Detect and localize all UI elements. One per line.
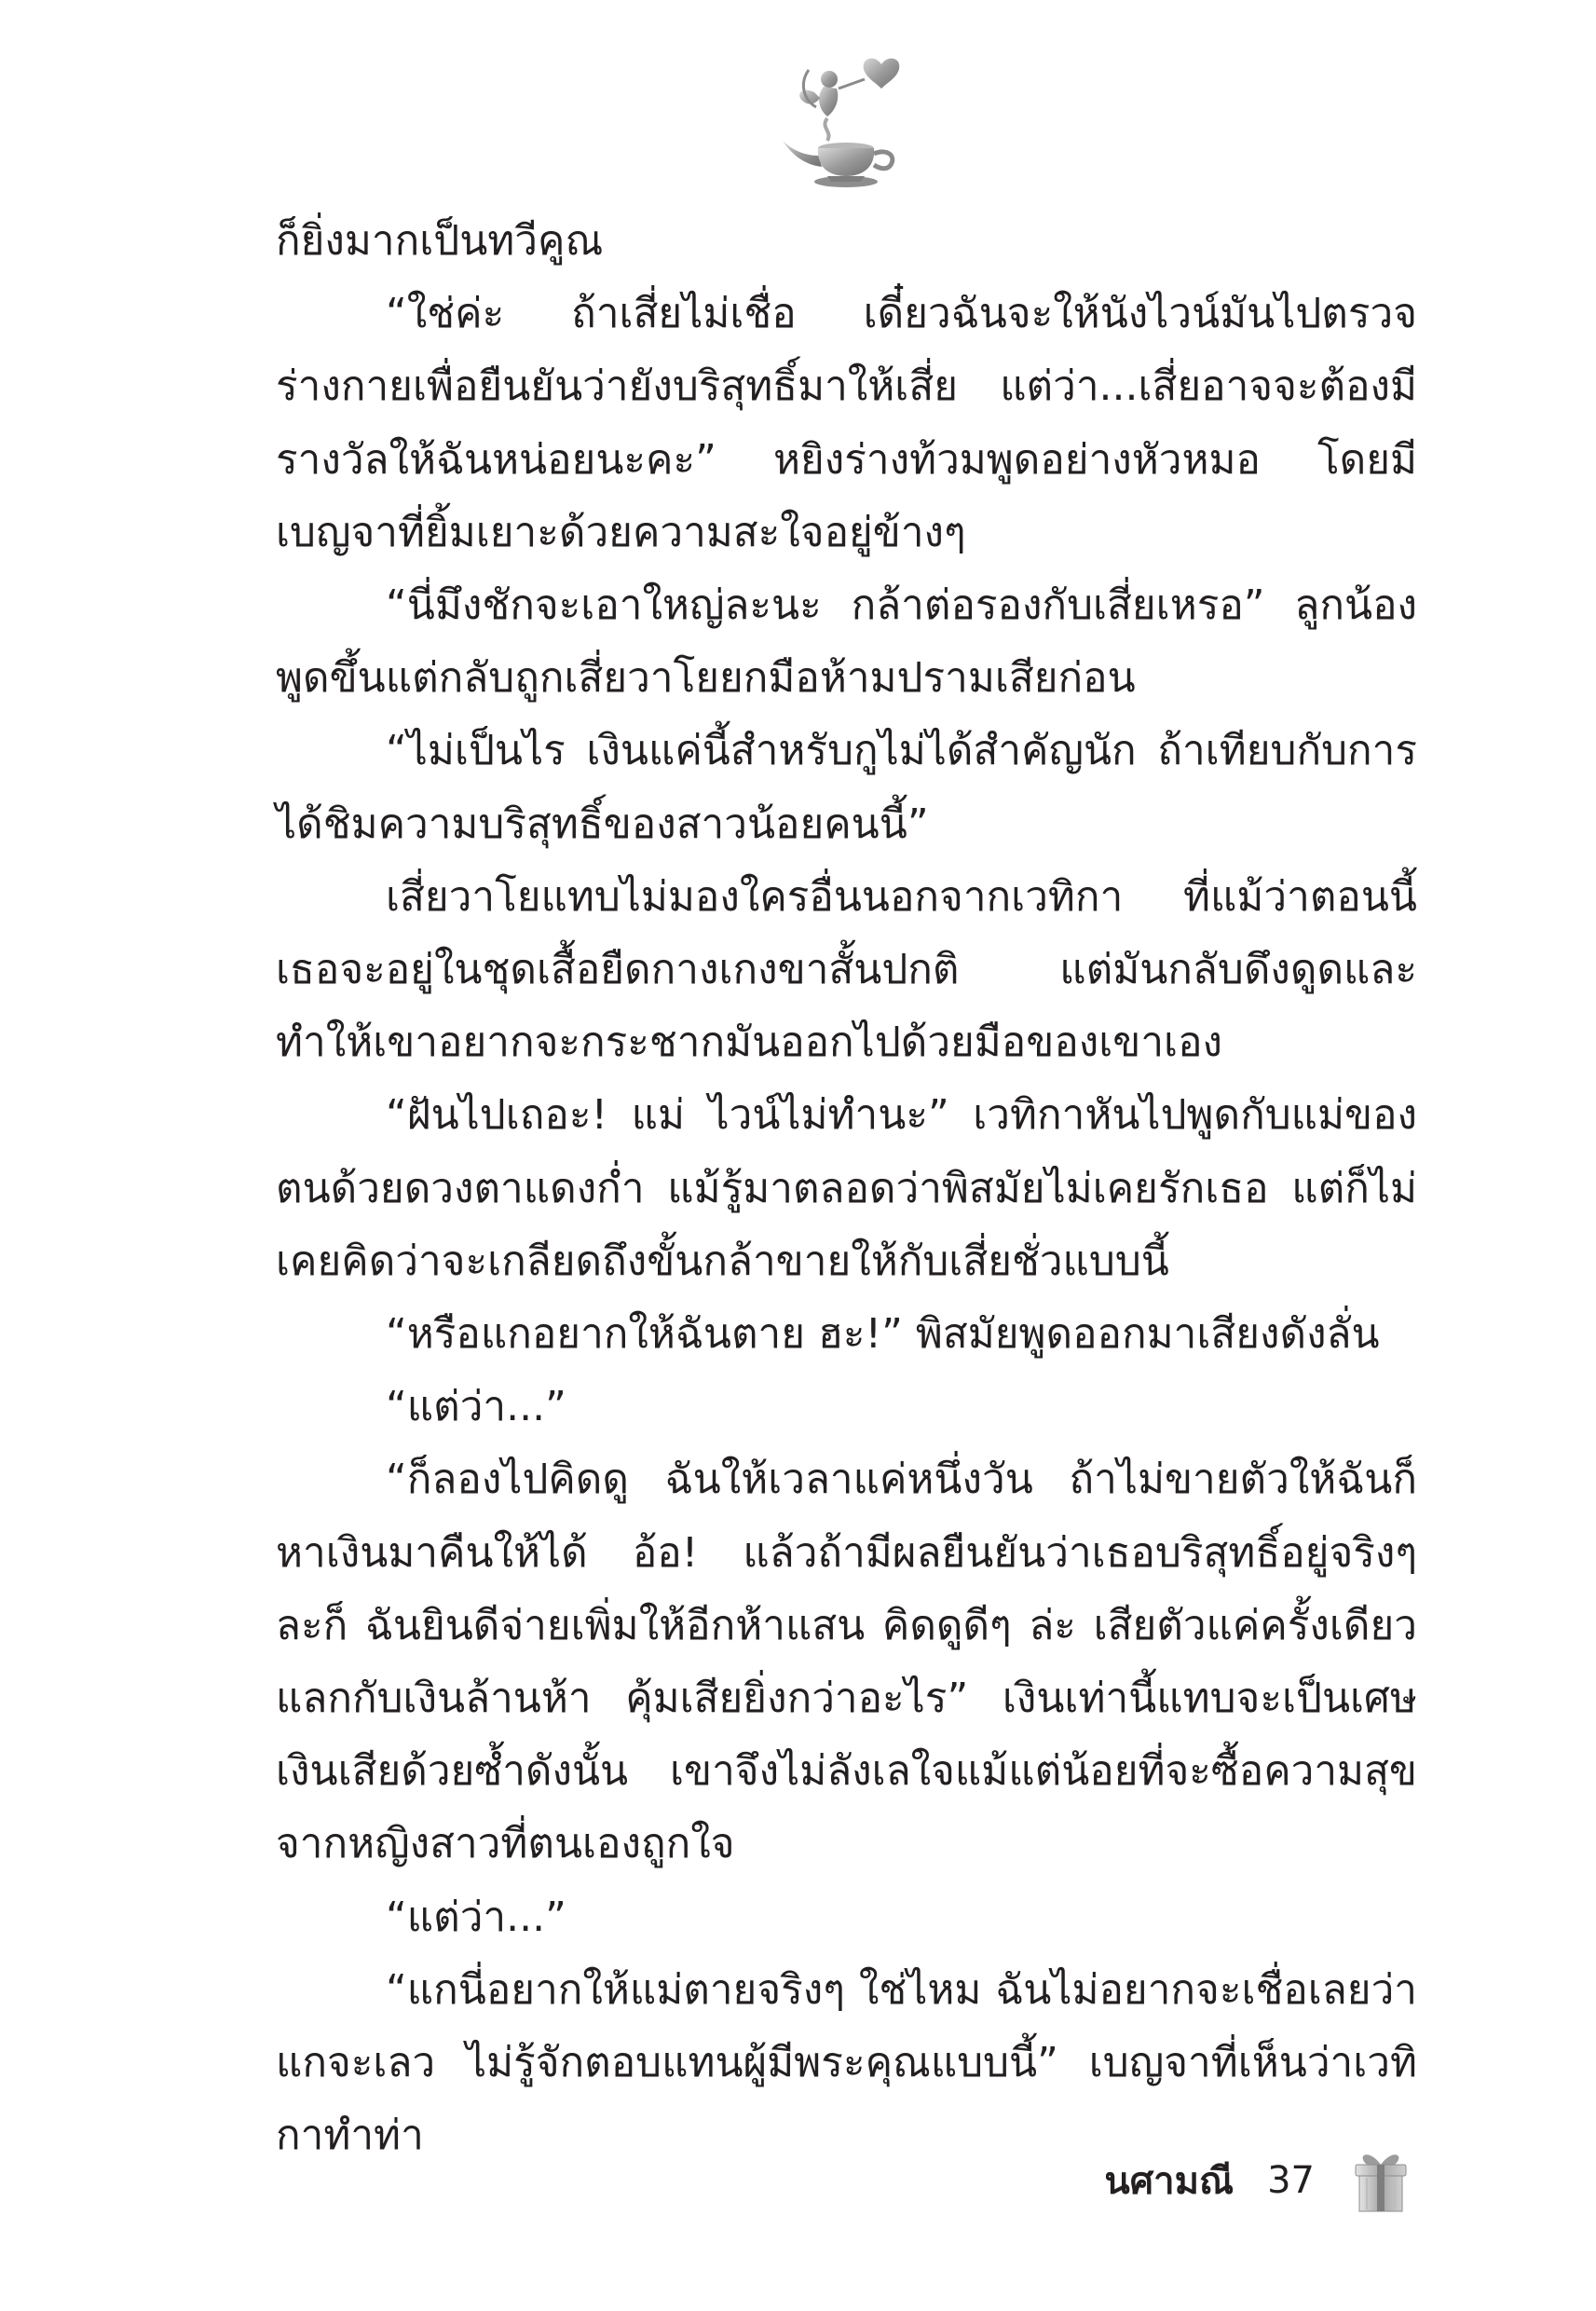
paragraph: “แกนี่อยากให้แม่ตายจริงๆ ใช่ไหม ฉันไม่อยากจะเชื่อเลยว่าแกจะเลว ไม่รู้จักตอบแทนผู้มีพระคุณแบบนี้” เบญจาที่เห็นว่าเวทิกาทำท่า (276, 1965, 1417, 2160)
author-name: นศามณี (1104, 2160, 1235, 2203)
paragraph: “นี่มึงชักจะเอาใหญ่ละนะ กล้าต่อรองกับเสี่ยเหรอ” ลูกน้องพูดขึ้นแต่กลับถูกเสี่ยวาโยยกมือห้ามปรามเสียก่อน (276, 581, 1417, 703)
paragraph: ก็ยิ่งมากเป็นทวีคูณ (276, 217, 604, 265)
paragraph: “หรือแกอยากให้ฉันตาย ฮะ!” พิสมัยพูดออกมาเสียงดังลั่น (386, 1310, 1380, 1359)
paragraph: “แต่ว่า...” (386, 1383, 566, 1431)
paragraph: “ไม่เป็นไร เงินแค่นี้สำหรับกูไม่ได้สำคัญนัก ถ้าเทียบกับการได้ชิมความบริสุทธิ์ของสาวน้อยคนนี้” (276, 727, 1417, 848)
paragraph: “ใช่ค่ะ ถ้าเสี่ยไม่เชื่อ เดี๋ยวฉันจะให้นังไวน์มันไปตรวจร่างกายเพื่อยืนยันว่ายังบริสุทธิ์มาให้เสี่ย แต่ว่า...เสี่ยอาจจะต้องมีรางวัลให้ฉันหน่อยนะคะ” หยิงร่างท้วมพูดอย่างหัวหมอ โดยมีเบญจาที่ยิ้มเยาะด้วยความสะใจอยู่ข้างๆ (276, 290, 1417, 556)
gift-box-icon (1352, 2148, 1410, 2213)
paragraph: เสี่ยวาโยแทบไม่มองใครอื่นนอกจากเวทิกา ที่แม้ว่าตอนนี้เธอจะอยู่ในชุดเสื้อยืดกางเกงขาสั้นปกติ แต่มันกลับดึงดูดและทำให้เขาอยากจะกระชากมันออกไปด้วยมือของเขาเอง (276, 872, 1417, 1067)
page-number: 37 (1267, 2159, 1315, 2202)
body-text (276, 205, 1417, 2172)
cupid-teapot-ornament-icon (771, 51, 921, 191)
paragraph: “ฝันไปเถอะ! แม่ ไวน์ไม่ทำนะ” เวทิกาหันไปพูดกับแม่ของตนด้วยดวงตาแดงก่ำ แม้รู้มาตลอดว่าพิสมัยไม่เคยรักเธอ แต่ก็ไม่เคยคิดว่าจะเกลียดถึงขั้นกล้าขายให้กับเสี่ยชั่วแบบนี้ (276, 1091, 1417, 1285)
paragraph: “แต่ว่า...” (386, 1893, 566, 1941)
paragraph: “ก็ลองไปคิดดู ฉันให้เวลาแค่หนึ่งวัน ถ้าไม่ขายตัวให้ฉันก็หาเงินมาคืนให้ได้ อ้อ! แล้วถ้ามีผลยืนยันว่าเธอบริสุทธิ์อยู่จริงๆ ละก็ ฉันยินดีจ่ายเพิ่มให้อีกห้าแสน คิดดูดีๆ ล่ะ เสียตัวแค่ครั้งเดียวแลกกับเงินล้านห้า คุ้มเสียยิ่งกว่าอะไร” เงินเท่านี้แทบจะเป็นเศษเงินเสียด้วยซ้ำดังนั้น เขาจึงไม่ลังเลใจแม้แต่น้อยที่จะซื้อความสุขจากหญิงสาวที่ตนเองถูกใจ (276, 1456, 1417, 1868)
page-footer (1104, 2143, 1410, 2218)
